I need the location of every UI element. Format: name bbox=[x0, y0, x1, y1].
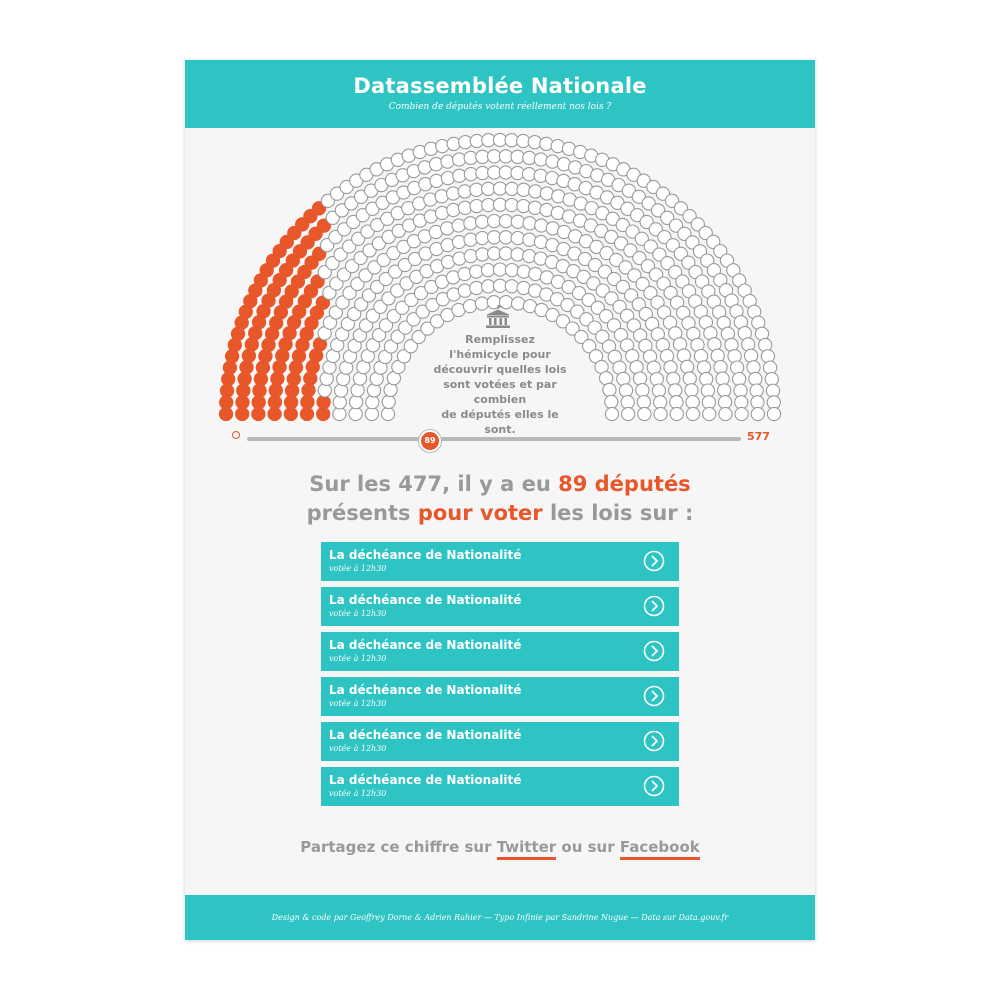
seat-empty[interactable] bbox=[703, 407, 716, 420]
seat-empty[interactable] bbox=[333, 396, 346, 409]
seat-empty[interactable] bbox=[600, 372, 613, 385]
seat-empty[interactable] bbox=[381, 407, 394, 420]
seat-empty[interactable] bbox=[452, 235, 465, 248]
app-title: Datassemblée Nationale bbox=[353, 74, 647, 98]
chevron-right-circle-icon[interactable] bbox=[643, 640, 665, 662]
seat-empty[interactable] bbox=[470, 200, 483, 213]
seat-empty[interactable] bbox=[470, 265, 483, 278]
summary-present: présents bbox=[306, 501, 418, 525]
seat-empty[interactable] bbox=[464, 151, 477, 164]
seat-filled[interactable] bbox=[317, 407, 330, 420]
law-time: votée à 12h30 bbox=[329, 789, 387, 798]
seat-empty[interactable] bbox=[318, 384, 331, 397]
seat-empty[interactable] bbox=[517, 200, 530, 213]
law-title: La déchéance de Nationalité bbox=[329, 638, 522, 652]
law-item[interactable] bbox=[321, 767, 679, 806]
seat-empty[interactable] bbox=[633, 372, 646, 385]
seat-empty[interactable] bbox=[719, 407, 732, 420]
seat-empty[interactable] bbox=[458, 201, 471, 214]
seat-empty[interactable] bbox=[505, 199, 518, 212]
slider-max-label: 577 bbox=[747, 430, 770, 443]
seat-empty[interactable] bbox=[636, 384, 649, 397]
seat-empty[interactable] bbox=[622, 407, 635, 420]
seat-empty[interactable] bbox=[365, 407, 378, 420]
seat-empty[interactable] bbox=[667, 372, 680, 385]
header-banner bbox=[185, 60, 815, 128]
chevron-right-circle-icon[interactable] bbox=[643, 775, 665, 797]
seat-empty[interactable] bbox=[464, 217, 477, 230]
summary-line-2 bbox=[185, 499, 815, 528]
chevron-right-circle-icon[interactable] bbox=[643, 730, 665, 752]
law-item[interactable] bbox=[321, 632, 679, 671]
seat-filled[interactable] bbox=[269, 384, 282, 397]
instruction-line: sont votées et par combien bbox=[443, 378, 557, 406]
seat-empty[interactable] bbox=[458, 267, 471, 280]
law-time: votée à 12h30 bbox=[329, 744, 387, 753]
seat-empty[interactable] bbox=[511, 215, 524, 228]
seat-empty[interactable] bbox=[619, 384, 632, 397]
seat-empty[interactable] bbox=[523, 151, 536, 164]
seat-empty[interactable] bbox=[441, 155, 454, 168]
seat-empty[interactable] bbox=[523, 233, 536, 246]
slider-min-marker bbox=[232, 431, 240, 439]
instruction-line: découvrir quelles lois bbox=[433, 363, 567, 376]
seat-empty[interactable] bbox=[603, 383, 616, 396]
seat-empty[interactable] bbox=[351, 384, 364, 397]
seat-empty[interactable] bbox=[488, 247, 501, 260]
seat-empty[interactable] bbox=[441, 172, 454, 185]
seat-empty[interactable] bbox=[488, 215, 501, 228]
seat-filled[interactable] bbox=[317, 396, 330, 409]
seat-empty[interactable] bbox=[511, 248, 524, 261]
summary-prefix: Sur les 477, il y a eu bbox=[309, 472, 559, 496]
share-prefix: Partagez ce chiffre sur bbox=[300, 838, 497, 856]
seat-empty[interactable] bbox=[488, 231, 501, 244]
seat-empty[interactable] bbox=[745, 349, 758, 362]
seat-empty[interactable] bbox=[686, 407, 699, 420]
chevron-right-circle-icon[interactable] bbox=[643, 550, 665, 572]
seat-empty[interactable] bbox=[482, 280, 495, 293]
seat-empty[interactable] bbox=[529, 185, 542, 198]
seat-empty[interactable] bbox=[654, 407, 667, 420]
seat-empty[interactable] bbox=[534, 153, 547, 166]
law-title: La déchéance de Nationalité bbox=[329, 593, 522, 607]
law-title: La déchéance de Nationalité bbox=[329, 728, 522, 742]
law-time: votée à 12h30 bbox=[329, 564, 387, 573]
seat-empty[interactable] bbox=[681, 360, 694, 373]
seat-filled[interactable] bbox=[268, 396, 281, 409]
chevron-right-circle-icon[interactable] bbox=[643, 685, 665, 707]
seat-empty[interactable] bbox=[637, 396, 650, 409]
seat-empty[interactable] bbox=[735, 407, 748, 420]
seat-empty[interactable] bbox=[523, 217, 536, 230]
seat-empty[interactable] bbox=[458, 185, 471, 198]
seat-filled[interactable] bbox=[304, 372, 317, 385]
seat-slider-thumb[interactable]: 89 bbox=[419, 430, 441, 452]
seat-empty[interactable] bbox=[470, 281, 483, 294]
seat-empty[interactable] bbox=[749, 372, 762, 385]
seat-empty[interactable] bbox=[447, 187, 460, 200]
seat-empty[interactable] bbox=[731, 361, 744, 374]
twitter-link[interactable]: Twitter bbox=[497, 838, 557, 860]
seat-filled[interactable] bbox=[301, 396, 314, 409]
chevron-right-circle-icon[interactable] bbox=[643, 595, 665, 617]
seat-empty[interactable] bbox=[463, 300, 476, 313]
seat-filled[interactable] bbox=[240, 361, 253, 374]
seat-filled[interactable] bbox=[300, 407, 313, 420]
seat-empty[interactable] bbox=[685, 384, 698, 397]
seat-empty[interactable] bbox=[499, 215, 512, 228]
instruction-line: l'hémicycle pour bbox=[449, 348, 551, 361]
seat-filled[interactable] bbox=[237, 384, 250, 397]
seat-empty[interactable] bbox=[470, 183, 483, 196]
seat-empty[interactable] bbox=[512, 297, 525, 310]
law-item[interactable] bbox=[321, 542, 679, 581]
seat-empty[interactable] bbox=[482, 182, 495, 195]
seat-empty[interactable] bbox=[669, 384, 682, 397]
seat-empty[interactable] bbox=[650, 373, 663, 386]
law-title: La déchéance de Nationalité bbox=[329, 683, 522, 697]
seat-empty[interactable] bbox=[453, 153, 466, 166]
seat-empty[interactable] bbox=[747, 361, 760, 374]
law-title: La déchéance de Nationalité bbox=[329, 773, 522, 787]
seat-empty[interactable] bbox=[523, 168, 536, 181]
infographic-card bbox=[185, 60, 815, 940]
seat-empty[interactable] bbox=[714, 361, 727, 374]
summary-vote-highlight: pour voter bbox=[417, 501, 543, 525]
seat-filled[interactable] bbox=[238, 372, 251, 385]
seat-empty[interactable] bbox=[349, 407, 362, 420]
seat-empty[interactable] bbox=[605, 407, 618, 420]
seat-filled[interactable] bbox=[302, 384, 315, 397]
seat-empty[interactable] bbox=[605, 395, 618, 408]
seat-empty[interactable] bbox=[686, 396, 699, 409]
law-list bbox=[321, 542, 679, 812]
seat-empty[interactable] bbox=[534, 169, 547, 182]
seat-empty[interactable] bbox=[482, 264, 495, 277]
seat-empty[interactable] bbox=[366, 396, 379, 409]
seat-empty[interactable] bbox=[476, 232, 489, 245]
seat-empty[interactable] bbox=[335, 384, 348, 397]
seat-empty[interactable] bbox=[767, 407, 780, 420]
seat-empty[interactable] bbox=[700, 372, 713, 385]
seat-empty[interactable] bbox=[493, 263, 506, 276]
law-item[interactable] bbox=[321, 722, 679, 761]
seat-empty[interactable] bbox=[670, 407, 683, 420]
seat-empty[interactable] bbox=[505, 182, 518, 195]
seat-empty[interactable] bbox=[476, 215, 489, 228]
seat-empty[interactable] bbox=[350, 396, 363, 409]
seat-empty[interactable] bbox=[751, 407, 764, 420]
seat-filled[interactable] bbox=[287, 372, 300, 385]
assembly-building-icon bbox=[483, 305, 513, 329]
seat-slider-track[interactable] bbox=[247, 437, 741, 441]
seat-empty[interactable] bbox=[493, 182, 506, 195]
facebook-link[interactable]: Facebook bbox=[620, 838, 700, 860]
seat-empty[interactable] bbox=[493, 279, 506, 292]
seat-empty[interactable] bbox=[511, 232, 524, 245]
law-title: La déchéance de Nationalité bbox=[329, 548, 522, 562]
seat-empty[interactable] bbox=[452, 219, 465, 232]
share-middle: ou sur bbox=[556, 838, 620, 856]
seat-empty[interactable] bbox=[652, 384, 665, 397]
seat-empty[interactable] bbox=[638, 407, 651, 420]
seat-empty[interactable] bbox=[384, 383, 397, 396]
seat-filled[interactable] bbox=[285, 396, 298, 409]
seat-empty[interactable] bbox=[683, 372, 696, 385]
seat-empty[interactable] bbox=[511, 150, 524, 163]
seat-filled[interactable] bbox=[271, 372, 284, 385]
seat-empty[interactable] bbox=[716, 372, 729, 385]
app-subtitle: Combien de députés votent réellement nos lois ? bbox=[388, 102, 612, 112]
seat-empty[interactable] bbox=[701, 384, 714, 397]
law-item[interactable] bbox=[321, 587, 679, 626]
seat-empty[interactable] bbox=[670, 396, 683, 409]
seat-empty[interactable] bbox=[464, 250, 477, 263]
seat-empty[interactable] bbox=[499, 231, 512, 244]
footer-credits: Design & code par Geoffrey Dorne & Adrien Rahier — Typo Infinie par Sandrine Nugue — Data sur Data.gouv.fr bbox=[185, 895, 815, 940]
instruction-line: de députés elles le sont. bbox=[441, 408, 559, 436]
instruction-line: Remplissez bbox=[465, 333, 535, 346]
deputies-count: 89 députés bbox=[558, 472, 691, 496]
law-time: votée à 12h30 bbox=[329, 654, 387, 663]
seat-empty[interactable] bbox=[517, 183, 530, 196]
seat-empty[interactable] bbox=[447, 203, 460, 216]
seat-empty[interactable] bbox=[621, 396, 634, 409]
hemicycle-instructions bbox=[430, 332, 570, 437]
share-line bbox=[185, 838, 815, 856]
seat-filled[interactable] bbox=[286, 384, 299, 397]
seat-filled[interactable] bbox=[254, 373, 267, 386]
seat-empty[interactable] bbox=[719, 396, 732, 409]
seat-empty[interactable] bbox=[382, 395, 395, 408]
summary-text bbox=[185, 470, 815, 528]
law-time: votée à 12h30 bbox=[329, 609, 387, 618]
seat-empty[interactable] bbox=[528, 201, 541, 214]
seat-empty[interactable] bbox=[453, 169, 466, 182]
law-item[interactable] bbox=[321, 677, 679, 716]
seat-empty[interactable] bbox=[505, 280, 518, 293]
seat-filled[interactable] bbox=[268, 407, 281, 420]
seat-empty[interactable] bbox=[464, 233, 477, 246]
seat-empty[interactable] bbox=[505, 264, 518, 277]
seat-empty[interactable] bbox=[718, 384, 731, 397]
seat-empty[interactable] bbox=[697, 361, 710, 374]
seat-empty[interactable] bbox=[517, 265, 530, 278]
summary-suffix: les lois sur : bbox=[542, 501, 694, 525]
law-time: votée à 12h30 bbox=[329, 699, 387, 708]
summary-line-1 bbox=[185, 470, 815, 499]
seat-empty[interactable] bbox=[488, 150, 501, 163]
